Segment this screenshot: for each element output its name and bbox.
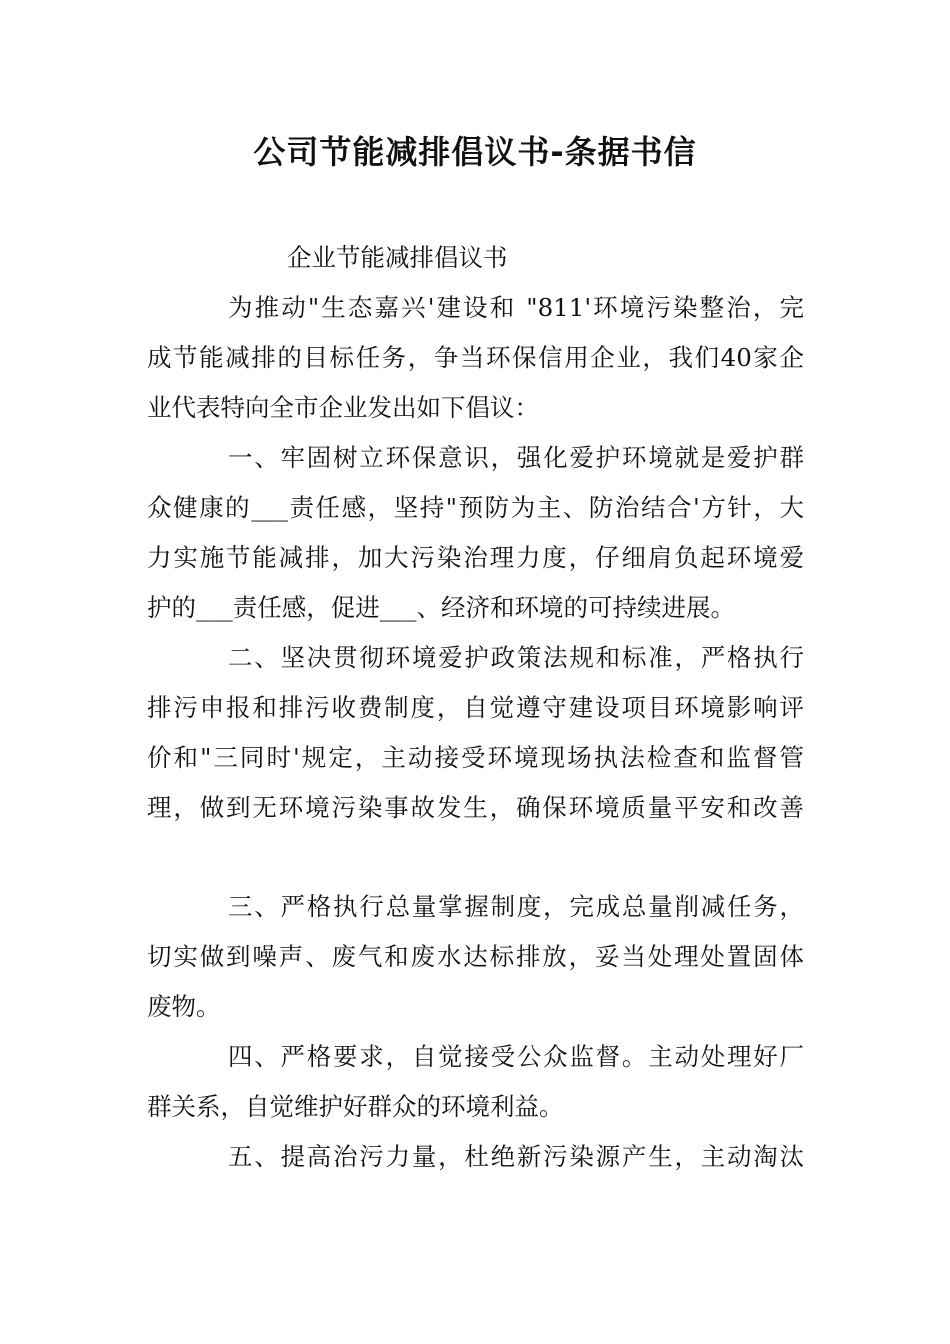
- paragraph-line: 切实做到噪声、废气和废水达标排放，妥当处理处置固体: [147, 942, 804, 971]
- paragraph-line: 成节能减排的目标任务，争当环保信用企业，我们40家企: [147, 343, 804, 372]
- paragraph-line: 力实施节能减排，加大污染治理力度，仔细肩负起环境爱: [147, 543, 804, 572]
- paragraph-line: 价和"三同时'规定，主动接受环境现场执法检查和监督管: [147, 743, 804, 772]
- paragraph-line: 废物。: [147, 992, 221, 1021]
- paragraph-line: 众健康的___责任感，坚持"预防为主、防治结合'方针，大: [147, 493, 804, 522]
- paragraph-line: 五、提高治污力量，杜绝新污染源产生，主动淘汰: [228, 1142, 804, 1171]
- paragraph-line: 业代表特向全市企业发出如下倡议：: [147, 393, 539, 422]
- paragraph-line: 群关系，自觉维护好群众的环境利益。: [147, 1092, 564, 1121]
- paragraph-line: 理，做到无环境污染事故发生，确保环境质量平安和改善: [147, 793, 804, 822]
- paragraph-line: 二、坚决贯彻环境爱护政策法规和标准，严格执行: [228, 643, 804, 672]
- paragraph-line: 四、严格要求，自觉接受公众监督。主动处理好厂: [228, 1042, 804, 1071]
- paragraph-line: 护的___责任感，促进___、经济和环境的可持续进展。: [147, 593, 735, 622]
- paragraph-line: 一、牢固树立环保意识，强化爱护环境就是爱护群: [228, 443, 804, 472]
- paragraph-line: 三、严格执行总量掌握制度，完成总量削减任务，: [228, 892, 804, 921]
- paragraph-line: 为推动"生态嘉兴'建设和 "811'环境污染整治，完: [228, 293, 804, 322]
- paragraph-line: 排污申报和排污收费制度，自觉遵守建设项目环境影响评: [147, 693, 804, 722]
- document-title: 公司节能减排倡议书-条据书信: [253, 133, 697, 171]
- document-subtitle: 企业节能减排倡议书: [287, 243, 508, 272]
